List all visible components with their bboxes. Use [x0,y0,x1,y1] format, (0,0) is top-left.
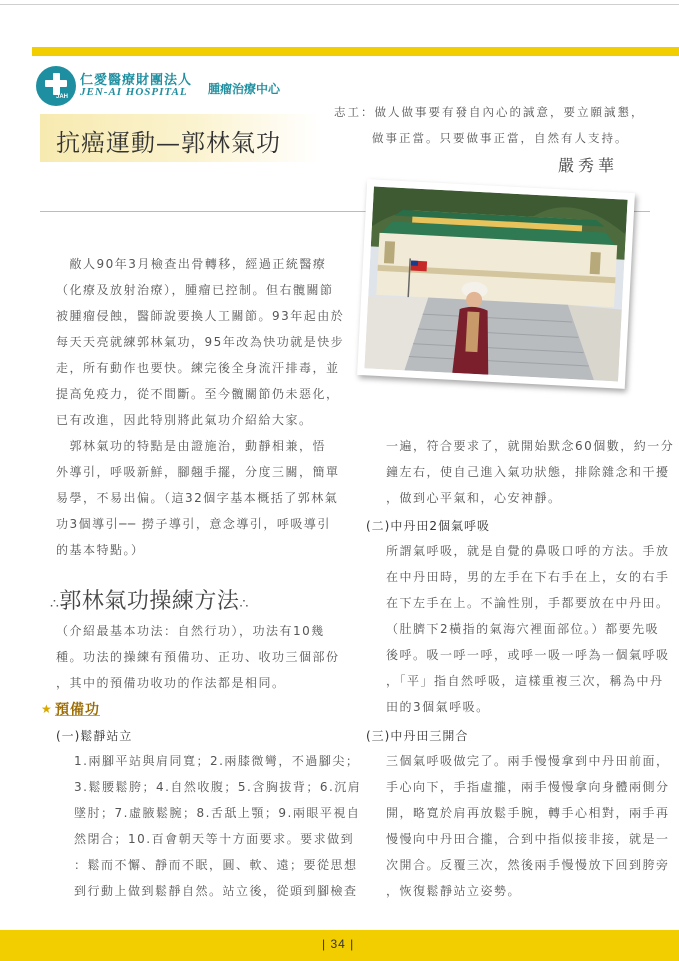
section-intro-line: ，其中的預備功收功的作法都是相同。 [56,676,286,690]
article-title: 抗癌運動—郭林氣功 [56,129,281,157]
intro-line: 提高免疫力，從不間斷。至今髖關節仍未惡化， [56,387,340,401]
section-title-text: 郭林氣功操練方法 [59,589,240,614]
section-intro-line: （介紹最基本功法：自然行功），功法有10幾 [56,624,325,638]
intro-line: （化療及放射治療），腫瘤已控制。但右髖關節 [56,283,334,297]
section-deco: ∴ [239,596,249,612]
top-rule [0,4,679,5]
intro-line: 被腫瘤侵蝕，醫師說要換人工關節。93年起由於 [56,309,345,323]
step-line: 開，略寬於肩再放鬆手腕，轉手心相對，兩手再 [386,806,670,820]
logo-text: JAH [56,94,69,100]
org-name: 仁愛醫療財團法人 [80,73,193,88]
intro-line: 敝人90年3月檢查出骨轉移，經過正統醫療 [56,257,327,271]
step-heading: (一)鬆靜站立 [56,729,133,743]
step-heading: (三)中丹田三開合 [366,729,469,743]
quote-author: 嚴秀華 [558,156,619,175]
step-line: 在下左手在上。不論性別，手都要放在中丹田。 [386,596,670,610]
intro-line: 每天天亮就練郭林氣功，95年改為快功就是快步 [56,335,345,349]
hospital-logo-icon [36,66,76,106]
photo-image [364,186,627,381]
step-line: ，做到心平氣和，心安神靜。 [386,491,562,505]
step-line: 然閉合；10.百會朝天等十方面要求。要求做到 [74,832,355,846]
step-line: 在中丹田時，男的左手在下右手在上，女的右手 [386,570,670,584]
step-line: 田的3個氣呼吸。 [386,700,490,714]
intro-line: 的基本特點。） [56,543,145,557]
step-line: 一遍，符合要求了，就開始默念60個數，約一分 [386,439,675,453]
intro-line: 郭林氣功的特點是由證施治，動靜相兼，悟 [56,439,327,453]
step-line: 鐘左右，使自己進入氣功狀態，排除雜念和干擾 [386,465,670,479]
intro-line: 走，所有動作也要快。練完後全身流汗排毒，並 [56,361,340,375]
prep-title: 預備功 [55,702,100,718]
step-line: 後呼。吸一呼一呼，或呼一吸一呼為一個氣呼吸 [386,648,670,662]
star-icon: ★ [41,702,52,716]
intro-line: 易學，不易出偏。（這32個字基本概括了郭林氣 [56,491,339,505]
step-line: 次開合。反覆三次，然後兩手慢慢放下回到胯旁 [386,858,670,872]
department-name: 腫瘤治療中心 [208,82,281,96]
step-line: 手心向下，手指虛攏，兩手慢慢拿向身體兩側分 [386,780,670,794]
intro-line: 功3個導引── 撈子導引，意念導引，呼吸導引 [56,517,331,531]
org-english-name: JEN-AI HOSPITAL [80,86,188,98]
author-photo [357,179,635,389]
step-heading: (二)中丹田2個氣呼吸 [366,519,490,533]
section-deco: ∴ [50,596,60,612]
step-line: 三個氣呼吸做完了。兩手慢慢拿到中丹田前面， [386,754,670,768]
section-intro-line: 種。功法的操練有預備功、正功、收功三個部份 [56,650,340,664]
step-line: 3.鬆腰鬆胯；4.自然收腹；5.含胸拔背；6.沉肩 [74,780,362,794]
header-yellow-bar [32,47,679,56]
step-line: 墜肘；7.虛腋鬆腕；8.舌舐上顎；9.兩眼平視自 [74,806,361,820]
step-line: 慢慢向中丹田合攏，合到中指似接非接，就是一 [386,832,670,846]
page-number: | 34 | [322,937,355,951]
quote-line-1: 志工：做人做事要有發自內心的誠意，要立願誠懇， [334,105,645,119]
step-line: （肚臍下2橫指的氣海穴裡面部位。）都要先吸 [386,622,660,636]
intro-line: 已有改進，因此特別將此氣功介紹給大家。 [56,413,313,427]
quote-line-2: 做事正當。只要做事正當，自然有人支持。 [372,131,629,145]
step-line: ，恢復鬆靜站立姿勢。 [386,884,522,898]
step-line: ：鬆而不懈、靜而不眠，圓、軟、遠；要從思想 [74,858,358,872]
step-line: 1.兩腳平站與肩同寬；2.兩膝微彎，不過腳尖； [74,754,360,768]
step-line: 到行動上做到鬆靜自然。站立後，從頭到腳檢查 [74,884,358,898]
step-line: ，「平」指自然呼吸，這樣重複三次，稱為中丹 [386,674,664,688]
step-line: 所謂氣呼吸，就是自覺的鼻吸口呼的方法。手放 [386,544,670,558]
section-title [50,584,249,615]
intro-line: 外導引，呼吸新鮮，腳翹手擺，分度三關，簡單 [56,465,340,479]
